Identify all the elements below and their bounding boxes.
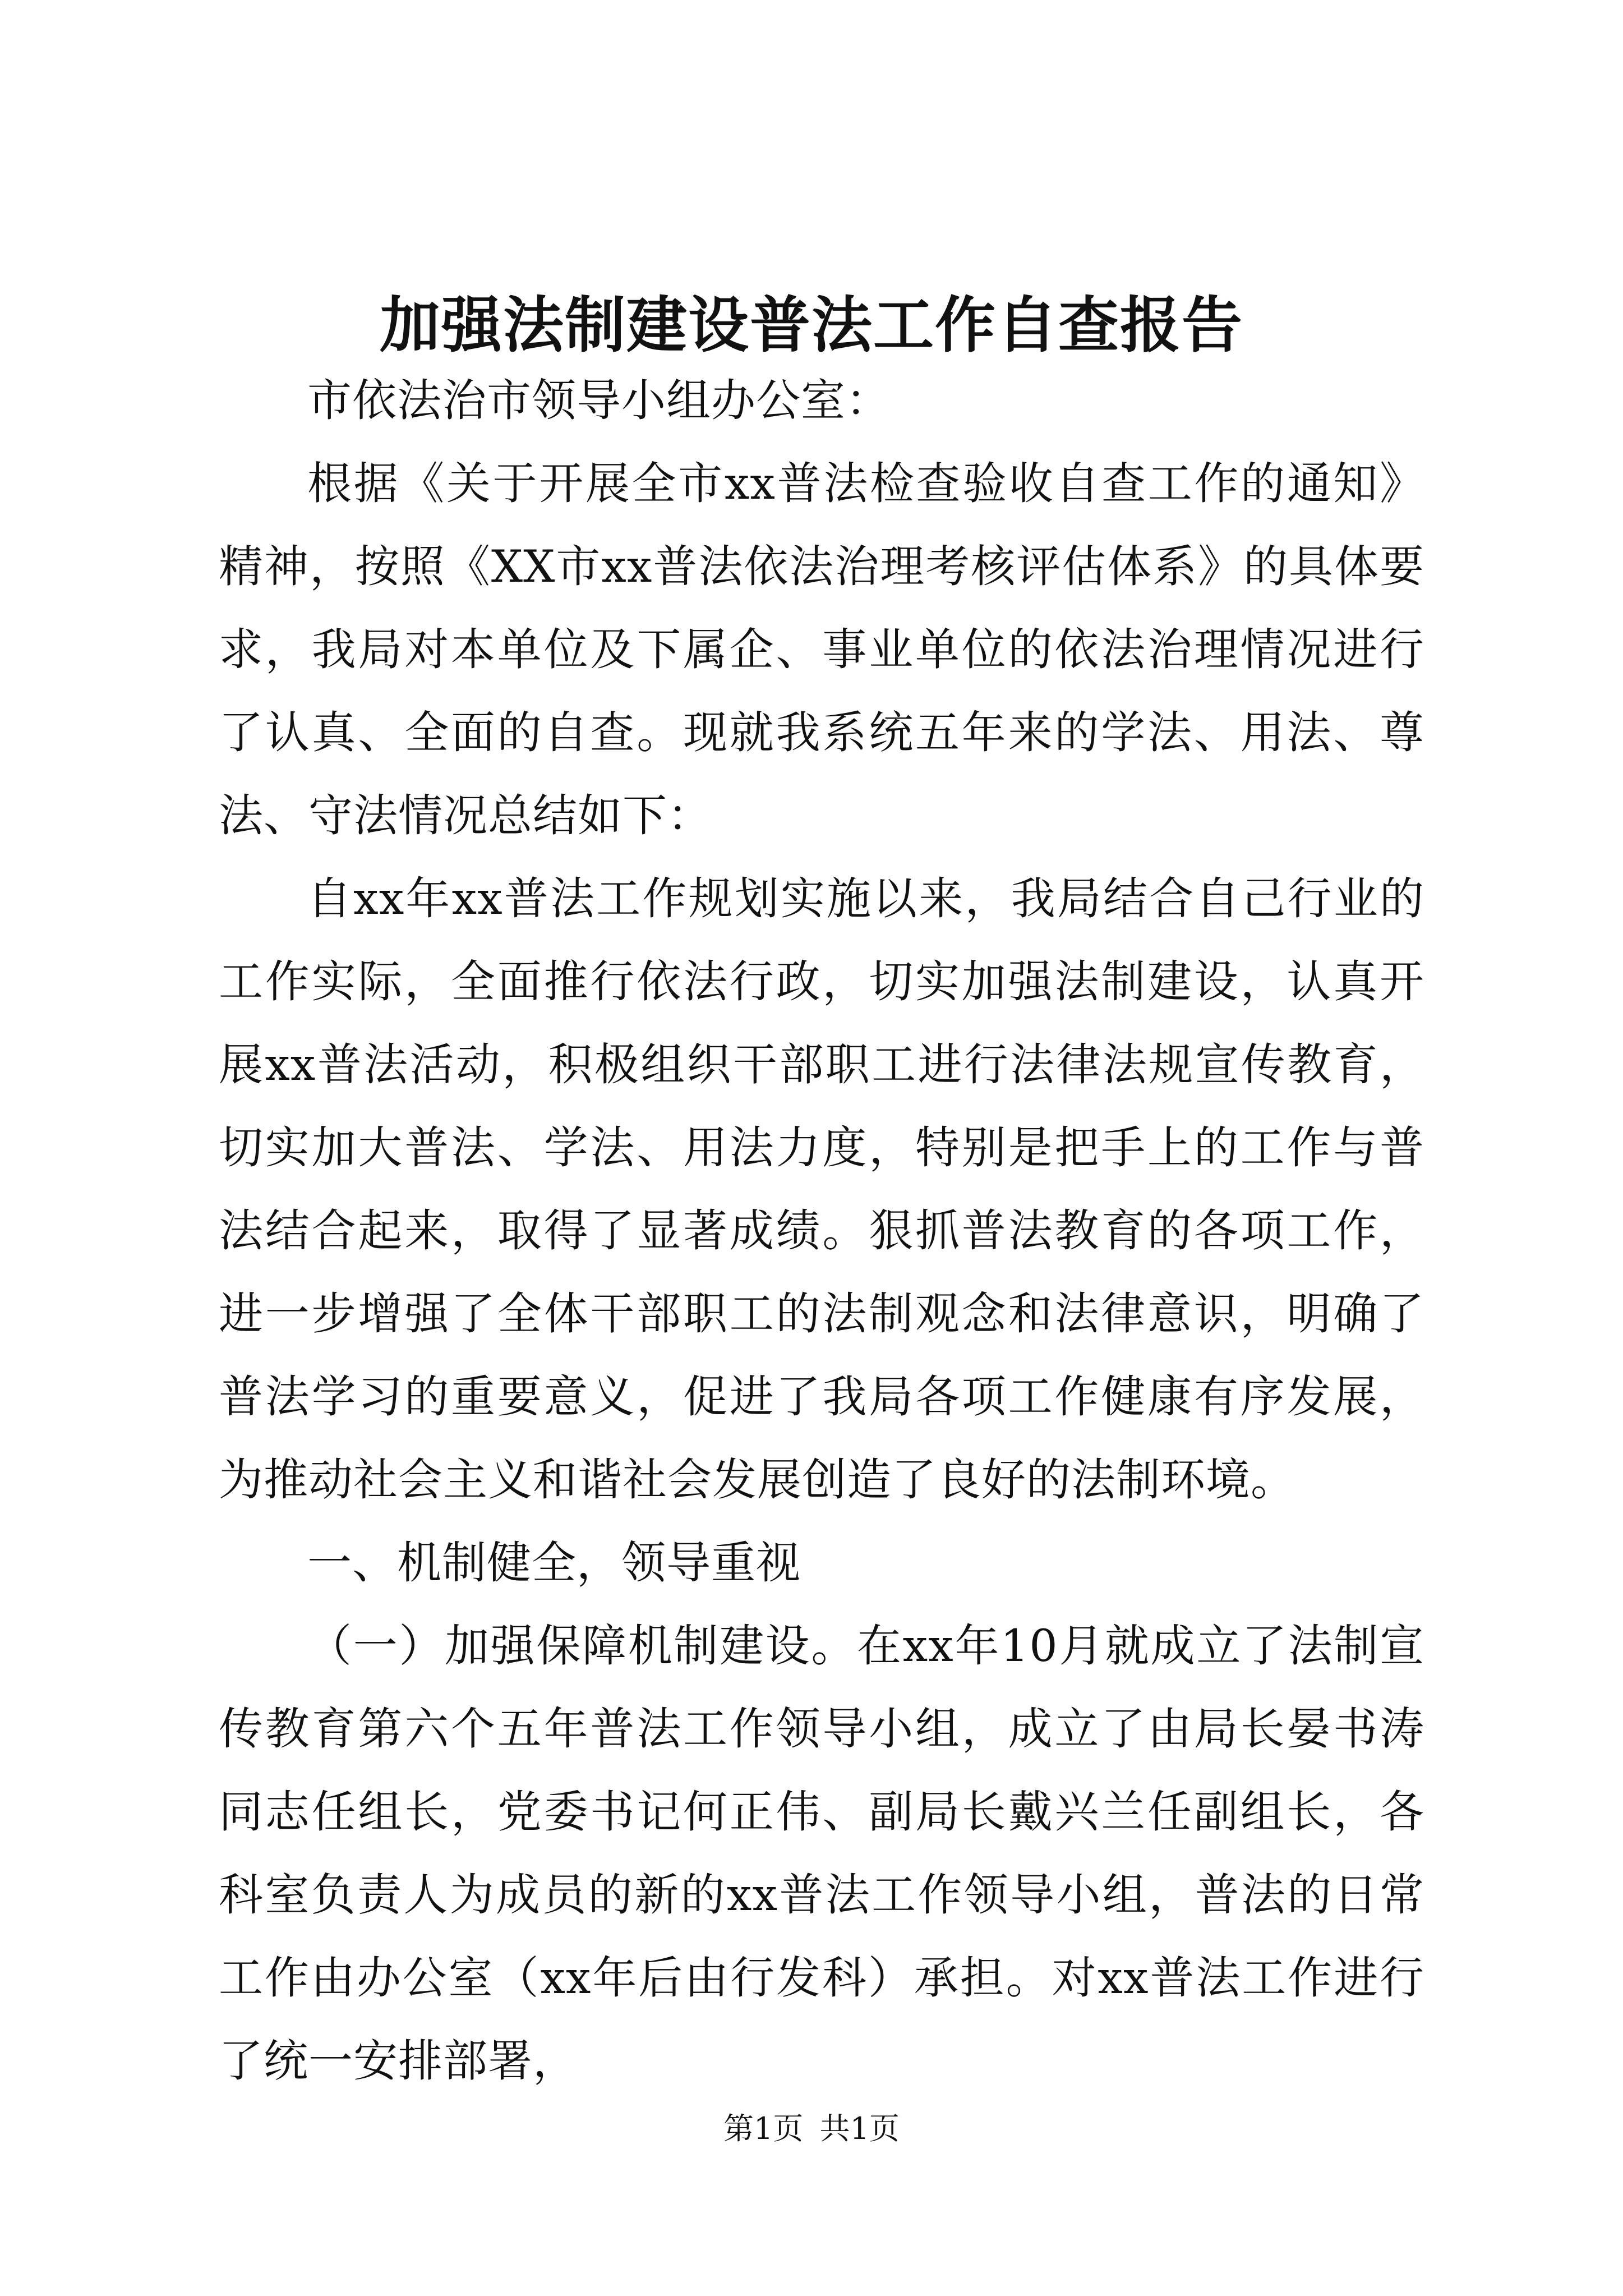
- section-heading: 一、机制健全，领导重视: [307, 1537, 801, 1589]
- page-footer: [0, 2106, 1623, 2151]
- page-number: 第1页: [723, 2111, 804, 2146]
- document-body: [219, 359, 1424, 2102]
- intro-paragraph: 根据《关于开展全市xx普法检查验收自查工作的通知》精神，按照《XX市xx普法依法治理考核评估体系》的具体要求，我局对本单位及下属企、事业单位的依法治理情况进行了认真、全面的自查。现就我系统五年来的学法、用法、尊法、守法情况总结如下：: [219, 458, 1424, 841]
- document-title: 加强法制建设普法工作自查报告: [379, 290, 1243, 361]
- subsection-paragraph: （一）加强保障机制建设。在xx年10月就成立了法制宣传教育第六个五年普法工作领导小组，成立了由局长晏书涛同志任组长，党委书记何正伟、副局长戴兴兰任副组长，各科室负责人为成员的新的xx普法工作领导小组，普法的日常工作由办公室（xx年后由行发科）承担。对xx普法工作进行了统一安排部署，: [219, 1620, 1424, 2087]
- page-total: 共1页: [819, 2111, 900, 2146]
- summary-paragraph: 自xx年xx普法工作规划实施以来，我局结合自己行业的工作实际，全面推行依法行政，切实加强法制建设，认真开展xx普法活动，积极组织干部职工进行法律法规宣传教育，切实加大普法、学法、用法力度，特别是把手上的工作与普法结合起来，取得了显著成绩。狠抓普法教育的各项工作，进一步增强了全体干部职工的法制观念和法律意识，明确了普法学习的重要意义，促进了我局各项工作健康有序发展，为推动社会主义和谐社会发展创造了良好的法制环境。: [219, 873, 1424, 1506]
- salutation-paragraph: 市依法治市领导小组办公室：: [307, 375, 891, 426]
